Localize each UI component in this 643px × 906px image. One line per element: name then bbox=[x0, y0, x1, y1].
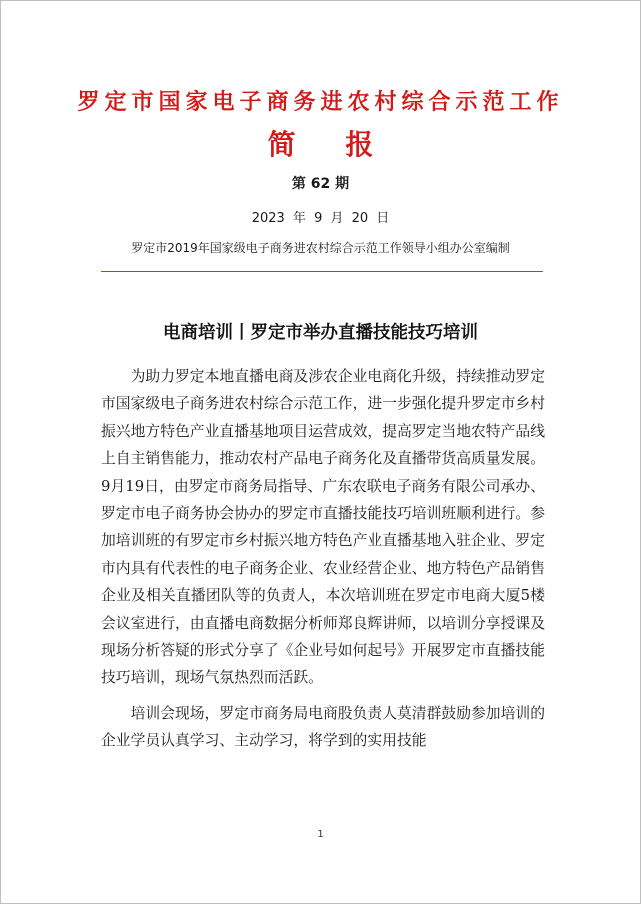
issue-number: 第 62 期 bbox=[291, 176, 350, 192]
article-paragraph: 为助力罗定本地直播电商及涉农企业电商化升级，持续推动罗定市国家级电子商务进农村综合示范工作，进一步强化提升罗定市乡村振兴地方特色产业直播基地项目运营成效，提高罗定当地农特产品线上自主销售能力，推动农村产品电子商务化及直播带货高质量发展。9月19日，由罗定市商务局指导、广东农联电子商务有限公司承办、罗定市电子商务协会协办的罗定市直播技能技巧培训班顺利进行。参加培训班的有罗定市乡村振兴地方特色产业直播基地入驻企业、罗定市内具有代表性的电子商务企业、农业经营企业、地方特色产品销售企业及相关直播团队等的负责人，本次培训班在罗定市电商大厦5楼会议室进行，由直播电商数据分析师郑良辉讲师，以培训分享授课及现场分析答疑的形式分享了《企业号如何起号》开展罗定市直播技能技巧培训，现场气氛热烈而活跃。 bbox=[101, 368, 545, 687]
page-number: 1 bbox=[317, 829, 324, 840]
editor-line: 罗定市2019年国家级电子商务进农村综合示范工作领导小组办公室编制 bbox=[131, 241, 510, 255]
header-divider bbox=[101, 271, 543, 272]
bulletin-header-title: 罗定市国家电子商务进农村综合示范工作 bbox=[77, 89, 564, 115]
article-title: 电商培训丨罗定市举办直播技能技巧培训 bbox=[163, 323, 478, 343]
issue-date: 2023 年 9 月 20 日 bbox=[251, 211, 390, 226]
bulletin-header-subtitle: 简 报 bbox=[267, 128, 394, 161]
article-paragraph: 培训会现场，罗定市商务局电商股负责人莫清群鼓励参加培训的企业学员认真学习、主动学习，将学到的实用技能 bbox=[101, 704, 545, 750]
article-body bbox=[101, 363, 545, 763]
